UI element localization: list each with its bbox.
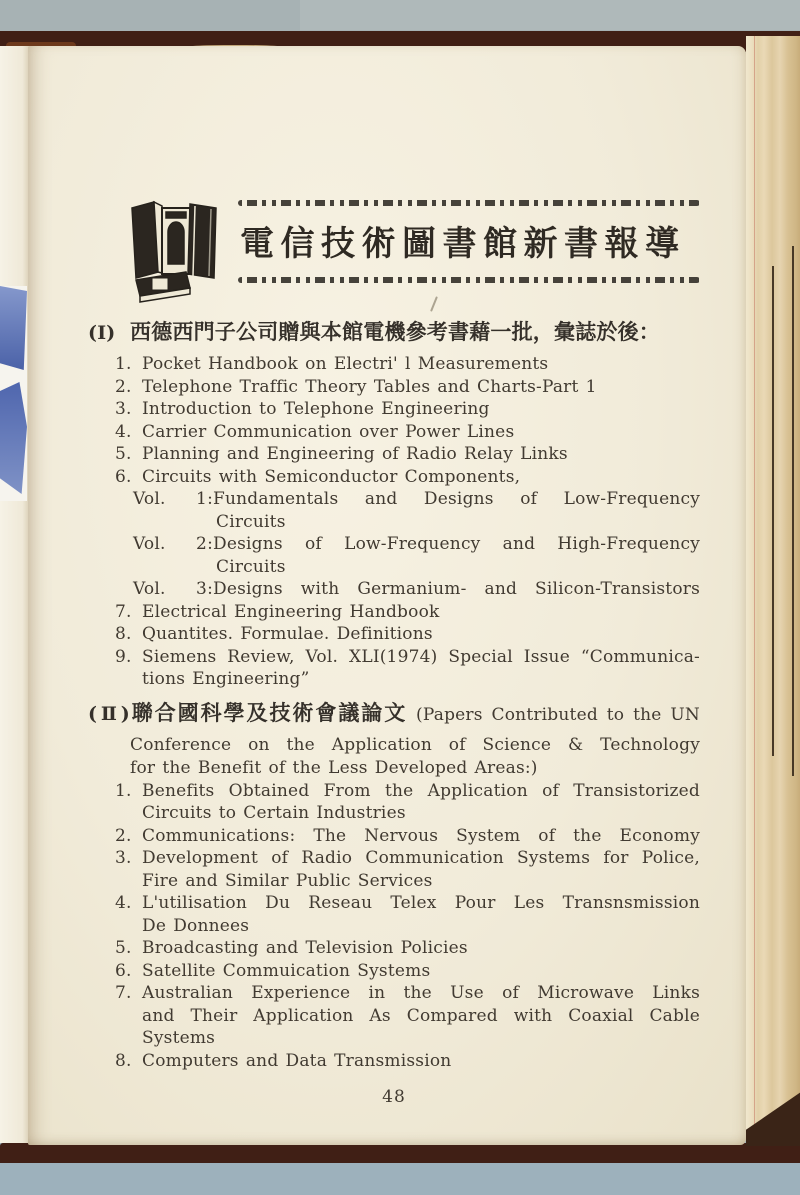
item-number: 4. bbox=[115, 893, 132, 913]
item-text: Benefits Obtained From the Application of Transistorized bbox=[142, 780, 700, 801]
item-line-continued: Systems bbox=[142, 1028, 216, 1048]
item-number: 9. bbox=[115, 646, 132, 667]
item-line bbox=[115, 960, 700, 983]
list-item bbox=[88, 623, 700, 646]
volume-text: Fundamentals and Designs of Low-Frequency bbox=[213, 489, 700, 509]
page-content bbox=[88, 318, 700, 1109]
section-2-heading-en-line2: Conference on the Application of Science & Technology bbox=[130, 734, 700, 755]
list-item bbox=[88, 646, 700, 691]
volume-text: Designs with Germanium- and Silicon-Transistors bbox=[213, 579, 700, 599]
item-line-continued: Circuits to Certain Industries bbox=[142, 803, 406, 823]
section-2-label: (Ⅱ) bbox=[88, 702, 130, 725]
volume-line bbox=[133, 488, 700, 511]
item-number: 5. bbox=[115, 938, 132, 958]
volume-line-continued: Circuits bbox=[216, 556, 286, 577]
list-item bbox=[88, 398, 700, 421]
item-number: 8. bbox=[115, 624, 132, 644]
book-cover-bottom-edge bbox=[0, 1143, 800, 1163]
list-item bbox=[88, 982, 700, 1050]
section-2-heading-zh: 聯合國科學及技術會議論文 bbox=[130, 699, 408, 725]
list-item bbox=[88, 376, 700, 399]
item-line bbox=[115, 937, 700, 960]
item-number: 2. bbox=[115, 825, 132, 846]
item-number: 5. bbox=[115, 444, 132, 464]
item-number: 1. bbox=[115, 354, 132, 374]
volume-line-continued: Circuits bbox=[216, 511, 286, 532]
list-item bbox=[88, 421, 700, 444]
item-text: Electrical Engineering Handbook bbox=[142, 601, 440, 622]
item-line-continued: De Donnees bbox=[142, 915, 250, 936]
item-line bbox=[115, 646, 700, 669]
item-text: Carrier Communication over Power Lines bbox=[142, 421, 515, 442]
page-header bbox=[128, 194, 700, 306]
item-line bbox=[115, 892, 700, 915]
item-line-continued: Fire and Similar Public Services bbox=[142, 870, 433, 891]
dotted-rule-bottom bbox=[238, 277, 700, 283]
page-number: 48 bbox=[382, 1087, 406, 1107]
volume-label: Vol. 1: bbox=[133, 489, 213, 509]
item-line bbox=[115, 353, 700, 376]
item-line bbox=[115, 376, 700, 399]
item-text: L'utilisation Du Reseau Telex Pour Les Transnsmission bbox=[142, 893, 700, 913]
item-text: Planning and Engineering of Radio Relay Links bbox=[142, 444, 568, 464]
item-line bbox=[115, 623, 700, 646]
list-item bbox=[88, 466, 700, 601]
volume-line bbox=[133, 533, 700, 556]
item-line bbox=[115, 780, 700, 803]
item-line bbox=[115, 825, 700, 848]
item-line bbox=[115, 601, 700, 624]
item-line bbox=[115, 982, 700, 1005]
stacked-books-illustration bbox=[128, 194, 232, 306]
section-1-heading bbox=[88, 318, 700, 348]
item-number: 3. bbox=[115, 848, 132, 868]
list-item bbox=[88, 960, 700, 983]
item-line-continued: and Their Application As Compared with Coaxial Cable bbox=[142, 1005, 700, 1026]
facing-page-blue-illustration bbox=[0, 286, 27, 501]
item-number: 7. bbox=[115, 983, 132, 1003]
item-text: Computers and Data Transmission bbox=[142, 1050, 452, 1071]
item-text: Introduction to Telephone Engineering bbox=[142, 399, 490, 419]
item-text: Development of Radio Communication Systems for Police, bbox=[142, 848, 700, 868]
section-1-label: (Ⅰ) bbox=[88, 322, 116, 344]
list-item bbox=[88, 443, 700, 466]
item-text: Telephone Traffic Theory Tables and Charts-Part 1 bbox=[142, 376, 597, 397]
item-line-continued: tions Engineering” bbox=[142, 669, 310, 689]
list-item bbox=[88, 847, 700, 892]
item-line bbox=[115, 398, 700, 421]
item-number: 6. bbox=[115, 466, 132, 487]
item-line bbox=[115, 466, 700, 489]
item-text: Pocket Handbook on Electri' l Measurements bbox=[142, 354, 549, 374]
item-line bbox=[115, 847, 700, 870]
item-number: 4. bbox=[115, 421, 132, 442]
section-2-heading-en-line3: for the Benefit of the Less Developed Areas:) bbox=[130, 757, 538, 778]
list-item bbox=[88, 1050, 700, 1073]
volume-text: Designs of Low-Frequency and High-Frequency bbox=[213, 534, 700, 554]
list-item bbox=[88, 601, 700, 624]
item-text: Australian Experience in the Use of Microwave Links bbox=[142, 983, 700, 1003]
item-text: Satellite Commuication Systems bbox=[142, 960, 431, 981]
book-page bbox=[28, 46, 746, 1145]
section-2-heading-en: (Papers Contributed to the UN bbox=[416, 704, 700, 725]
section-1-heading-zh: 西德西門子公司贈與本館電機參考書藉一批，彙誌於後： bbox=[130, 319, 660, 344]
item-line bbox=[115, 443, 700, 466]
volume-label: Vol. 3: bbox=[133, 579, 213, 599]
item-number: 3. bbox=[115, 399, 132, 419]
list-item bbox=[88, 353, 700, 376]
list-item bbox=[88, 780, 700, 825]
dotted-rule-top bbox=[238, 200, 700, 206]
background-seam bbox=[300, 0, 800, 30]
volume-sublist bbox=[133, 488, 700, 601]
list-item bbox=[88, 892, 700, 937]
item-number: 6. bbox=[115, 960, 132, 981]
item-line bbox=[115, 1050, 700, 1073]
volume-label: Vol. 2: bbox=[133, 534, 213, 554]
item-number: 2. bbox=[115, 376, 132, 397]
list-item bbox=[88, 937, 700, 960]
list-item bbox=[88, 825, 700, 848]
item-text: Communications: The Nervous System of the Economy bbox=[142, 825, 700, 846]
item-line bbox=[115, 421, 700, 444]
page-title: 電信技術圖書館新書報導 bbox=[240, 224, 686, 264]
item-number: 1. bbox=[115, 780, 132, 801]
volume-line bbox=[133, 578, 700, 601]
item-text: Circuits with Semiconductor Components, bbox=[142, 466, 521, 487]
section-2-heading bbox=[88, 699, 700, 729]
item-number: 7. bbox=[115, 601, 132, 622]
item-text: Quantites. Formulae. Definitions bbox=[142, 624, 433, 644]
page-edge-stack bbox=[746, 36, 800, 1146]
item-number: 8. bbox=[115, 1050, 132, 1071]
facing-page-edge bbox=[0, 46, 30, 1143]
item-text: Broadcasting and Television Policies bbox=[142, 938, 468, 958]
item-text: Siemens Review, Vol. XLI(1974) Special Issue “Communica- bbox=[142, 646, 700, 667]
